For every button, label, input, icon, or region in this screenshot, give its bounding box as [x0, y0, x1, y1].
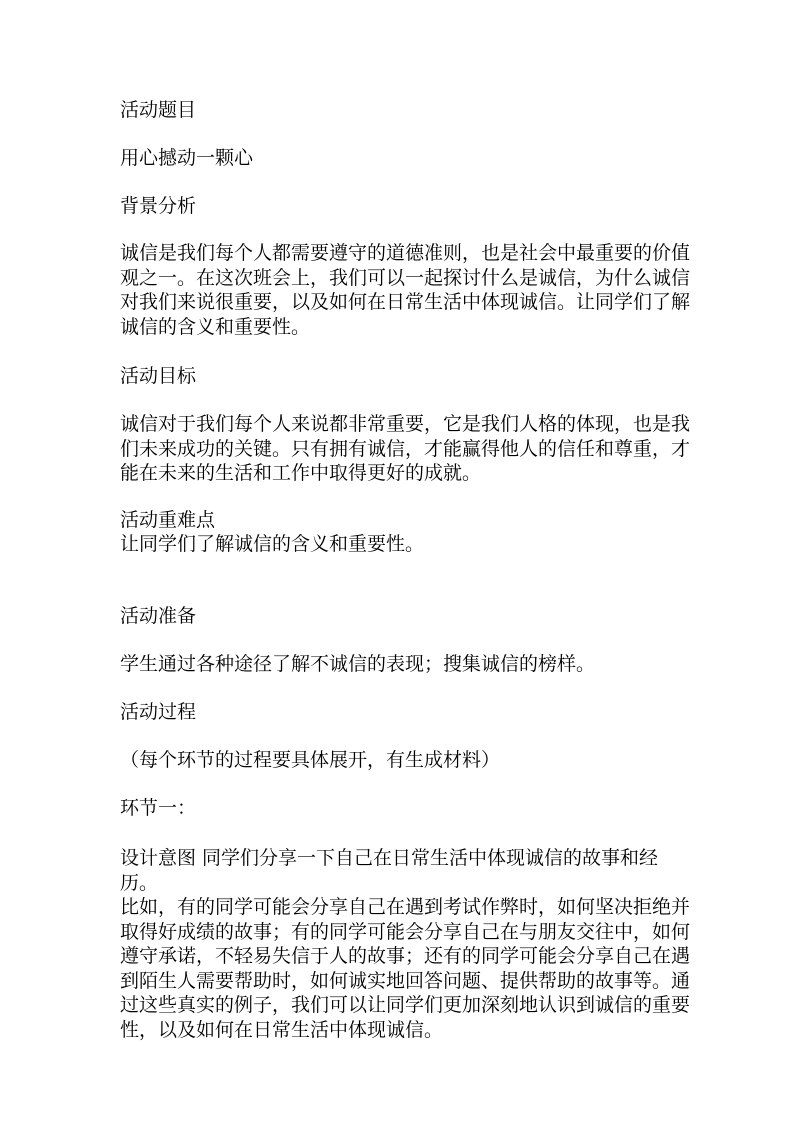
heading-activity-title: 活动题目 — [120, 99, 197, 121]
heading-process: 活动过程 — [120, 701, 197, 723]
heading-activity-goals: 活动目标 — [120, 365, 197, 387]
background-analysis-paragraph: 诚信是我们每个人都需要遵守的道德准则，也是社会中最重要的价值 观之一。在这次班会上，我们可以一起探讨什么是诚信，为什么诚信 对我们来说很重要，以及如何在日常生活中体现诚信。让同学们了解 诚信的含义和重要性。 — [120, 242, 691, 338]
heading-step-one: 环节一： — [120, 797, 197, 819]
heading-preparation: 活动准备 — [120, 605, 197, 627]
activity-title-value: 用心撼动一颗心 — [120, 147, 254, 169]
process-note: （每个环节的过程要具体展开，有生成材料） — [120, 749, 501, 771]
step-one-paragraph: 设计意图 同学们分享一下自己在日常生活中体现诚信的故事和经历。 比如，有的同学可能会分享自己在遇到考试作弊时，如何坚决拒绝并 取得好成绩的故事；有的同学可能会分享自己在与朋友交往中，如何 遵守承诺，不轻易失信于人的故事；还有的同学可能会分享自己在遇 到陌生人需要帮助时，如何诚实地回答问题、提供帮助的故事等。通 过这些真实的例子，我们可以让同学们更加深刻地认识到诚信的重要 性，以及如何在日常生活中体现诚信。 — [120, 847, 691, 1041]
activity-goals-paragraph: 诚信对于我们每个人来说都非常重要，它是我们人格的体现，也是我 们未来成功的关键。只有拥有诚信，才能赢得他人的信任和尊重，才 能在未来的生活和工作中取得更好的成就。 — [120, 413, 691, 484]
key-points-text: 让同学们了解诚信的含义和重要性。 — [120, 533, 425, 555]
heading-key-points: 活动重难点 — [120, 509, 216, 531]
preparation-text: 学生通过各种途径了解不诚信的表现；搜集诚信的榜样。 — [120, 653, 596, 675]
heading-background-analysis: 背景分析 — [120, 195, 197, 217]
